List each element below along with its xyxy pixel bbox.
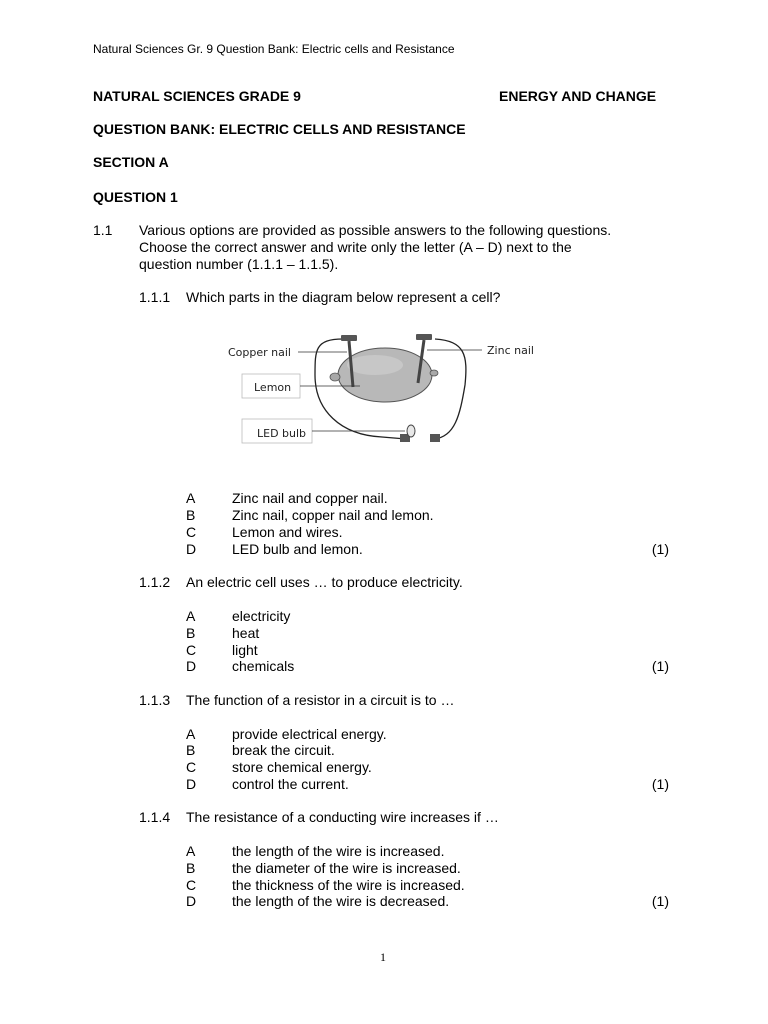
- copper-nail-head: [341, 335, 357, 341]
- option-letter: C: [186, 642, 197, 658]
- question-heading: QUESTION 1: [93, 189, 178, 205]
- question-1-1-number: 1.1: [93, 222, 113, 238]
- option-letter: D: [186, 893, 197, 909]
- question-bank-title: QUESTION BANK: ELECTRIC CELLS AND RESISTANCE: [93, 121, 466, 137]
- option-text: the length of the wire is decreased.: [232, 893, 450, 909]
- option-text: Lemon and wires.: [232, 524, 343, 540]
- lemon-label: Lemon: [254, 381, 292, 394]
- option-letter: C: [186, 759, 197, 775]
- option-letter: B: [186, 625, 196, 641]
- option-letter: A: [186, 608, 196, 624]
- option-letter: C: [186, 524, 197, 540]
- zinc-nail-head: [416, 334, 432, 340]
- subquestion-text: The function of a resistor in a circuit is to …: [186, 692, 455, 708]
- option-text: the thickness of the wire is increased.: [232, 877, 465, 893]
- led-clip-right: [430, 434, 440, 442]
- option-letter: B: [186, 742, 196, 758]
- option-text: light: [232, 642, 258, 658]
- subquestion-text: The resistance of a conducting wire increases if …: [186, 809, 499, 825]
- instruction-line: question number (1.1.1 – 1.1.5).: [139, 256, 339, 272]
- subquestion-number: 1.1.4: [139, 809, 171, 825]
- marks: (1): [651, 541, 669, 557]
- option-text: break the circuit.: [232, 742, 335, 758]
- option-text: Zinc nail, copper nail and lemon.: [232, 507, 434, 523]
- marks: (1): [651, 893, 669, 909]
- option-letter: A: [186, 726, 196, 742]
- instruction-line: Choose the correct answer and write only the letter (A – D) next to the: [139, 239, 572, 255]
- option-letter: D: [186, 776, 197, 792]
- zinc-nail-label: Zinc nail: [487, 344, 534, 357]
- option-text: store chemical energy.: [232, 759, 372, 775]
- led-bulb-shape: [407, 425, 415, 437]
- option-letter: A: [186, 490, 196, 506]
- subquestion-text: Which parts in the diagram below represent a cell?: [186, 289, 501, 305]
- wire-zinc-to-led: [434, 339, 466, 439]
- option-text: chemicals: [232, 658, 295, 674]
- option-letter: C: [186, 877, 197, 893]
- option-letter: A: [186, 843, 196, 859]
- option-text: Zinc nail and copper nail.: [232, 490, 388, 506]
- lemon-cell-diagram: [220, 325, 550, 455]
- subquestion-number: 1.1.1: [139, 289, 171, 305]
- option-letter: B: [186, 860, 196, 876]
- option-letter: D: [186, 541, 197, 557]
- running-header: Natural Sciences Gr. 9 Question Bank: Electric cells and Resistance: [93, 42, 455, 56]
- subquestion-number: 1.1.3: [139, 692, 171, 708]
- document-title: NATURAL SCIENCES GRADE 9: [93, 88, 301, 104]
- option-letter: D: [186, 658, 197, 674]
- option-text: control the current.: [232, 776, 349, 792]
- copper-nail-label: Copper nail: [228, 346, 291, 359]
- subquestion-number: 1.1.2: [139, 574, 171, 590]
- option-letter: B: [186, 507, 196, 523]
- marks: (1): [651, 658, 669, 674]
- section-heading: SECTION A: [93, 154, 169, 170]
- topic-title: ENERGY AND CHANGE: [499, 88, 657, 104]
- option-text: heat: [232, 625, 260, 641]
- marks: (1): [651, 776, 669, 792]
- option-text: provide electrical energy.: [232, 726, 387, 742]
- led-bulb-label: LED bulb: [257, 427, 307, 440]
- page-number: 1: [380, 950, 386, 964]
- option-text: LED bulb and lemon.: [232, 541, 363, 557]
- subquestion-text: An electric cell uses … to produce electricity.: [186, 574, 463, 590]
- option-text: the diameter of the wire is increased.: [232, 860, 461, 876]
- instruction-line: Various options are provided as possible answers to the following questions.: [139, 222, 612, 238]
- option-text: the length of the wire is increased.: [232, 843, 445, 859]
- option-text: electricity: [232, 608, 291, 624]
